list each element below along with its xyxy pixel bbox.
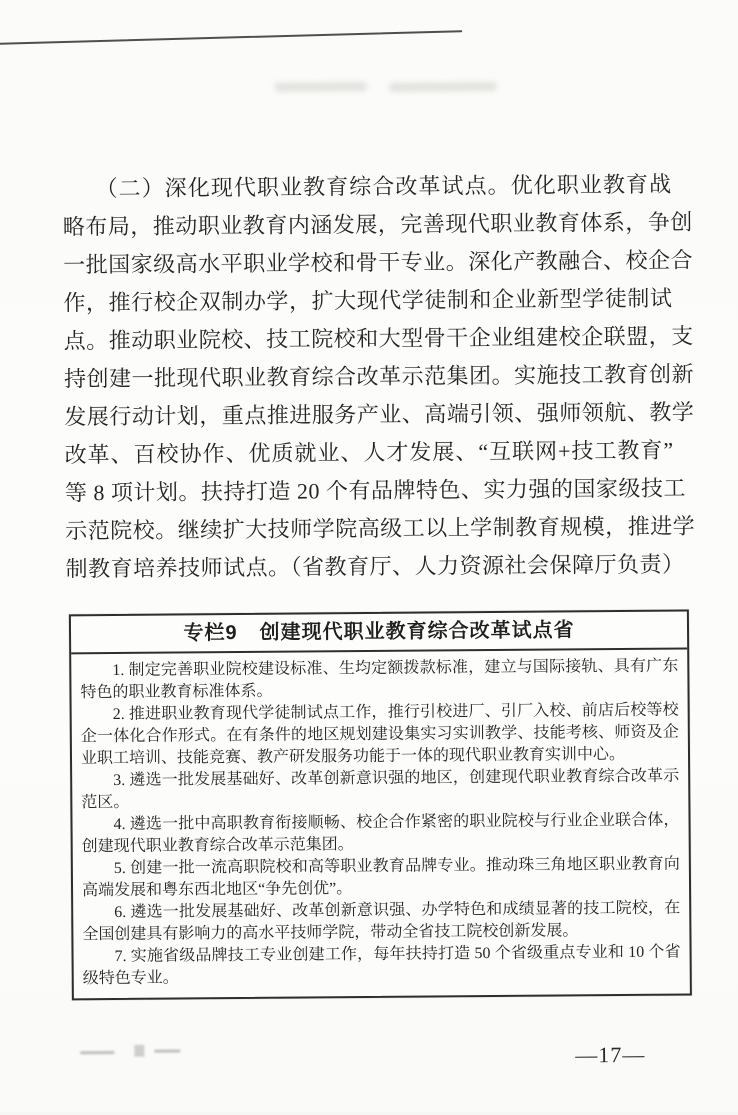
- paragraph-line: （二）深化现代职业教育综合改革试点。优化职业教育战: [95, 171, 672, 202]
- scan-artifact-top-line: [0, 30, 462, 45]
- paragraph-line: 点。推动职业院校、技工院校和大型骨干企业组建校企联盟，支: [63, 323, 694, 354]
- column-box-special-section: [69, 609, 692, 1000]
- column-box-title: [71, 612, 687, 655]
- column-box-item: 6. 遴选一批发展基础好、改革创新意识强、办学特色和成绩显著的技工院校，在全国创建具有影响力的高水平技师学院，带动全省技工院校创新发展。: [82, 899, 681, 944]
- paragraph-line: 制教育培养技师试点。（省教育厅、人力资源社会保障厅负责）: [65, 551, 685, 582]
- scan-artifact-ghost-text: [275, 82, 367, 92]
- column-box-title-text: 创建现代职业教育综合改革试点省: [259, 619, 575, 644]
- column-box-item: 5. 创建一批一流高职院校和高等职业教育品牌专业。推动珠三角地区职业教育向高端发展和粤东西北地区“争先创优”。: [81, 855, 680, 900]
- column-box-item: 2. 推进职业教育现代学徒制试点工作，推行引校进厂、引厂入校、前店后校等校企一体化合作形式。在有条件的地区规划建设集实习实训教学、技能考核、师资及企业职工培训、技能竞赛、教产研发服务功能于一体的现代职业教育实训中心。: [80, 701, 679, 768]
- paragraph-line: 略布局，推动职业教育内涵发展，完善现代职业教育体系，争创: [62, 209, 693, 240]
- paragraph-line: 改革、百校协作、优质就业、人才发展、“互联网+技工教育”: [64, 437, 674, 468]
- scan-artifact-ghost-text: [389, 82, 497, 92]
- paragraph-line: 持创建一批现代职业教育综合改革示范集团。实施技工教育创新: [63, 361, 695, 392]
- paragraph-line: 一批国家级高水平职业学校和骨干专业。深化产教融合、校企合: [63, 247, 694, 278]
- column-box-label: 专栏9: [183, 622, 238, 645]
- column-box-item: 3. 遴选一批发展基础好、改革创新意识强的地区，创建现代职业教育综合改革示范区。: [81, 767, 680, 812]
- scan-artifact-smudge: [134, 1045, 144, 1057]
- paragraph-line: 等 8 项计划。扶持打造 20 个有品牌特色、实力强的国家级技工: [64, 475, 687, 506]
- paragraph-line: 发展行动计划，重点推进服务产业、高端引领、强师领航、教学: [64, 399, 695, 430]
- column-box-item: 4. 遴选一批中高职教育衔接顺畅、校企合作紧密的职业院校与行业企业联合体，创建现代职业教育综合改革示范集团。: [81, 811, 680, 856]
- paragraph-line: 示范院校。继续扩大技师学院高级工以上学制教育规模，推进学: [65, 513, 696, 544]
- column-box-item: 7. 实施省级品牌技工专业创建工作，每年扶持打造 50 个省级重点专业和 10 个省级特色专业。: [82, 943, 681, 988]
- column-box-item: 1. 制定完善职业院校建设标准、生均定额拨款标准，建立与国际接轨、具有广东特色的职业教育标准体系。: [80, 657, 679, 702]
- page-number: —17—: [575, 1041, 646, 1068]
- column-box-body: [71, 650, 690, 999]
- scan-artifact-smudge: [80, 1051, 114, 1054]
- paragraph-line: 作，推行校企双制办学，扩大现代学徒制和企业新型学徒制试: [63, 285, 673, 316]
- body-paragraph: [62, 166, 696, 589]
- scan-artifact-smudge: [154, 1049, 180, 1052]
